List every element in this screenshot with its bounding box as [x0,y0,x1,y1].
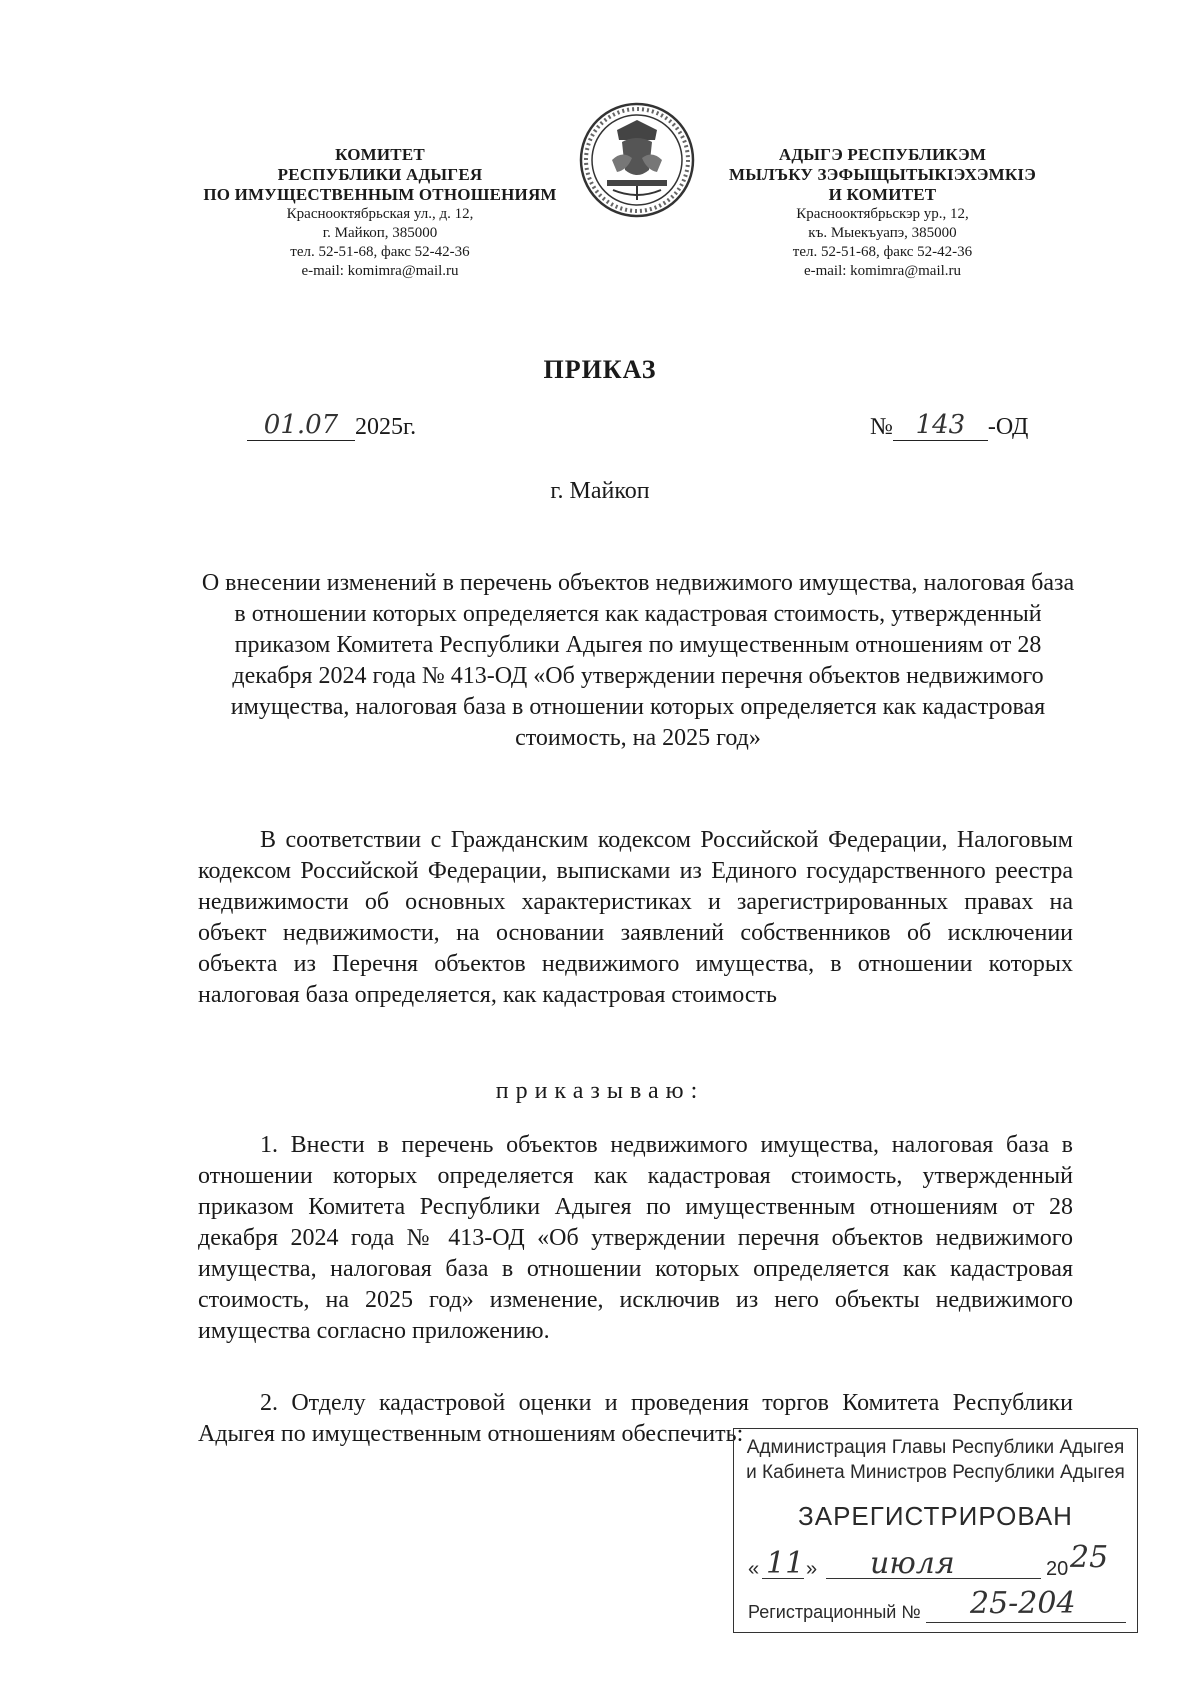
registration-stamp [733,1428,1138,1633]
header-left-title-line: ПО ИМУЩЕСТВЕННЫМ ОТНОШЕНИЯМ [203,185,557,204]
stamp-org-line: и Кабинета Министров Республики Адыгея [746,1462,1125,1483]
header-right-title [715,145,1050,205]
header-left [195,145,565,281]
address-line: г. Майкоп, 385000 [322,225,438,241]
preamble-paragraph: В соответствии с Гражданским кодексом Российской Федерации, Налоговым кодексом Российской Федерации, выписками из Единого государственного реестра недвижимости об основных характеристиках и зарегистрированных правах на объект недвижимости, на основании заявлений собственников об исключении объекта из Перечня объектов недвижимого имущества, в отношении которых налоговая база определяется, как кадастровая стоимость [198,827,1073,1008]
header-right-address [715,205,1050,281]
order-item-1: 1. Внести в перечень объектов недвижимого имущества, налоговая база в отношении которых определяется как кадастровая стоимость, утвержденный приказом Комитета Республики Адыгея по имущественным отношениям от 28 декабря 2024 года № 413-ОД «Об утверждении перечня объектов недвижимого имущества, налоговая база в отношении которых определяется как кадастровая стоимость, на 2025 год» изменение, исключив из него объекты недвижимого имущества согласно приложению. [198,1132,1073,1344]
stamp-reg-number: 25-204 [970,1586,1076,1621]
stamp-reg-line [926,1622,1126,1623]
address-line: тел. 52-51-68, факс 52-42-36 [290,244,470,260]
address-line: Краснооктябрьскэр ур., 12, [796,206,969,222]
address-line: къ. Мыекъуапэ, 385000 [808,225,957,241]
stamp-org-line: Администрация Главы Республики Адыгея [746,1437,1125,1458]
stamp-year-prefix: 20 [1046,1558,1069,1580]
order-item-2: 2. Отделу кадастровой оценки и проведения торгов Комитета Республики Адыгея по имущественным отношениям обеспечить: [198,1390,1073,1447]
number-prefix: № [870,414,893,440]
stamp-quote-close: » [806,1558,818,1580]
stamp-year-suffix: 25 [1070,1540,1109,1575]
stamp-day: 11 [766,1546,805,1581]
order-date [247,410,416,441]
stamp-date [748,1540,1128,1588]
coat-of-arms-icon [577,100,697,220]
stamp-organization [734,1435,1137,1485]
date-blank [247,410,355,441]
address-line: Краснооктябрьская ул., д. 12, [286,206,474,222]
number-blank [893,410,988,441]
stamp-registration [748,1586,1128,1628]
number-suffix: -ОД [987,414,1029,440]
address-line: тел. 52-51-68, факс 52-42-36 [792,244,973,260]
header-right-title-line: И КОМИТЕТ [828,185,937,204]
stamp-month: июля [870,1546,955,1581]
address-line: e-mail: komimra@mail.ru [803,263,962,279]
header-left-title-line: КОМИТЕТ [335,145,425,164]
date-suffix: 2025г. [355,414,417,440]
order-word: приказываю: [495,1078,705,1104]
header-right-title-line: АДЫГЭ РЕСПУБЛИКЭМ [778,145,987,164]
header-left-title-line: РЕСПУБЛИКИ АДЫГЕЯ [277,165,483,184]
header-right-title-line: МЫЛЪКУ ЗЭФЫЩЫТЫКIЭХЭМКIЭ [729,165,1036,184]
address-line: e-mail: komimra@mail.ru [301,263,459,279]
date-handwritten: 01.07 [263,410,339,440]
number-handwritten: 143 [915,410,966,440]
stamp-status: ЗАРЕГИСТРИРОВАН [798,1501,1073,1531]
stamp-quote-open: « [748,1558,760,1580]
order-number [870,410,1028,441]
stamp-reg-label: Регистрационный № [748,1602,921,1622]
document-title: ПРИКАЗ [543,355,657,384]
city: г. Майкоп [550,478,650,504]
header-left-title [195,145,565,205]
header-left-address [195,205,565,281]
order-subject: О внесении изменений в перечень объектов недвижимого имущества, налоговая база в отношении которых определяется как кадастровая стоимость, утвержденный приказом Комитета Республики Адыгея по имущественным отношениям от 28 декабря 2024 года № 413-ОД «Об утверждении перечня объектов недвижимого имущества, налоговая база в отношении которых определяется как кадастровая стоимость, на 2025 год» [201,570,1075,751]
header-right [715,145,1050,281]
